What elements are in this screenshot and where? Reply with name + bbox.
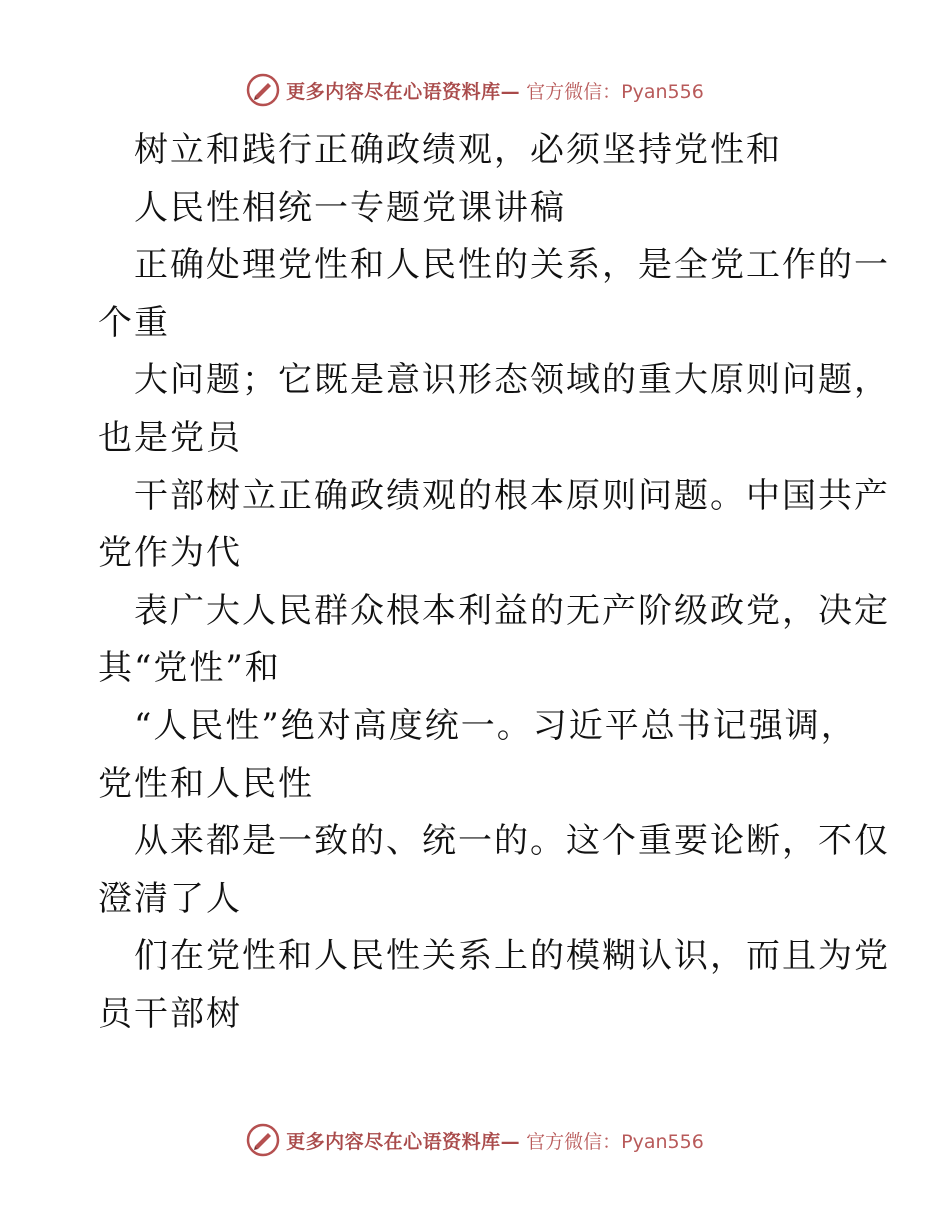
text-line: 党作为代 [98,533,242,574]
document-body [98,122,890,1044]
text-line: 们在党性和人民性关系上的模糊认识，而且为党 [134,936,890,977]
text-line: 员干部树 [98,993,242,1034]
logo-icon [246,73,280,107]
footer-banner [0,1120,950,1160]
text-line: 大问题；它既是意识形态领域的重大原则问题， [134,360,890,401]
text-line: 党性和人民性 [98,763,314,804]
logo-icon [246,1123,280,1157]
text-line: 表广大人民群众根本利益的无产阶级政党，决定 [134,590,890,631]
text-line: “人民性”绝对高度统一。习近平总书记强调， [134,705,857,746]
text-line: 人民性相统一专题党课讲稿 [134,187,566,228]
footer-banner-wechat: 官方微信：Pyan556 [526,1130,704,1153]
header-banner-text: 更多内容尽在心语资料库— [286,80,521,103]
footer-banner-text: 更多内容尽在心语资料库— [286,1130,521,1153]
text-line: 树立和践行正确政绩观，必须坚持党性和 [134,130,782,170]
text-line: 从来都是一致的、统一的。这个重要论断，不仅 [134,821,890,862]
text-line: 也是党员 [98,417,242,458]
header-banner-wechat: 官方微信：Pyan556 [526,80,704,103]
text-line: 澄清了人 [98,878,242,919]
text-line: 其“党性”和 [98,648,281,689]
text-line: 正确处理党性和人民性的关系，是全党工作的一 [134,245,890,286]
text-line: 个重 [98,302,170,343]
text-line: 干部树立正确政绩观的根本原则问题。中国共产 [134,475,890,516]
header-banner [0,70,950,110]
